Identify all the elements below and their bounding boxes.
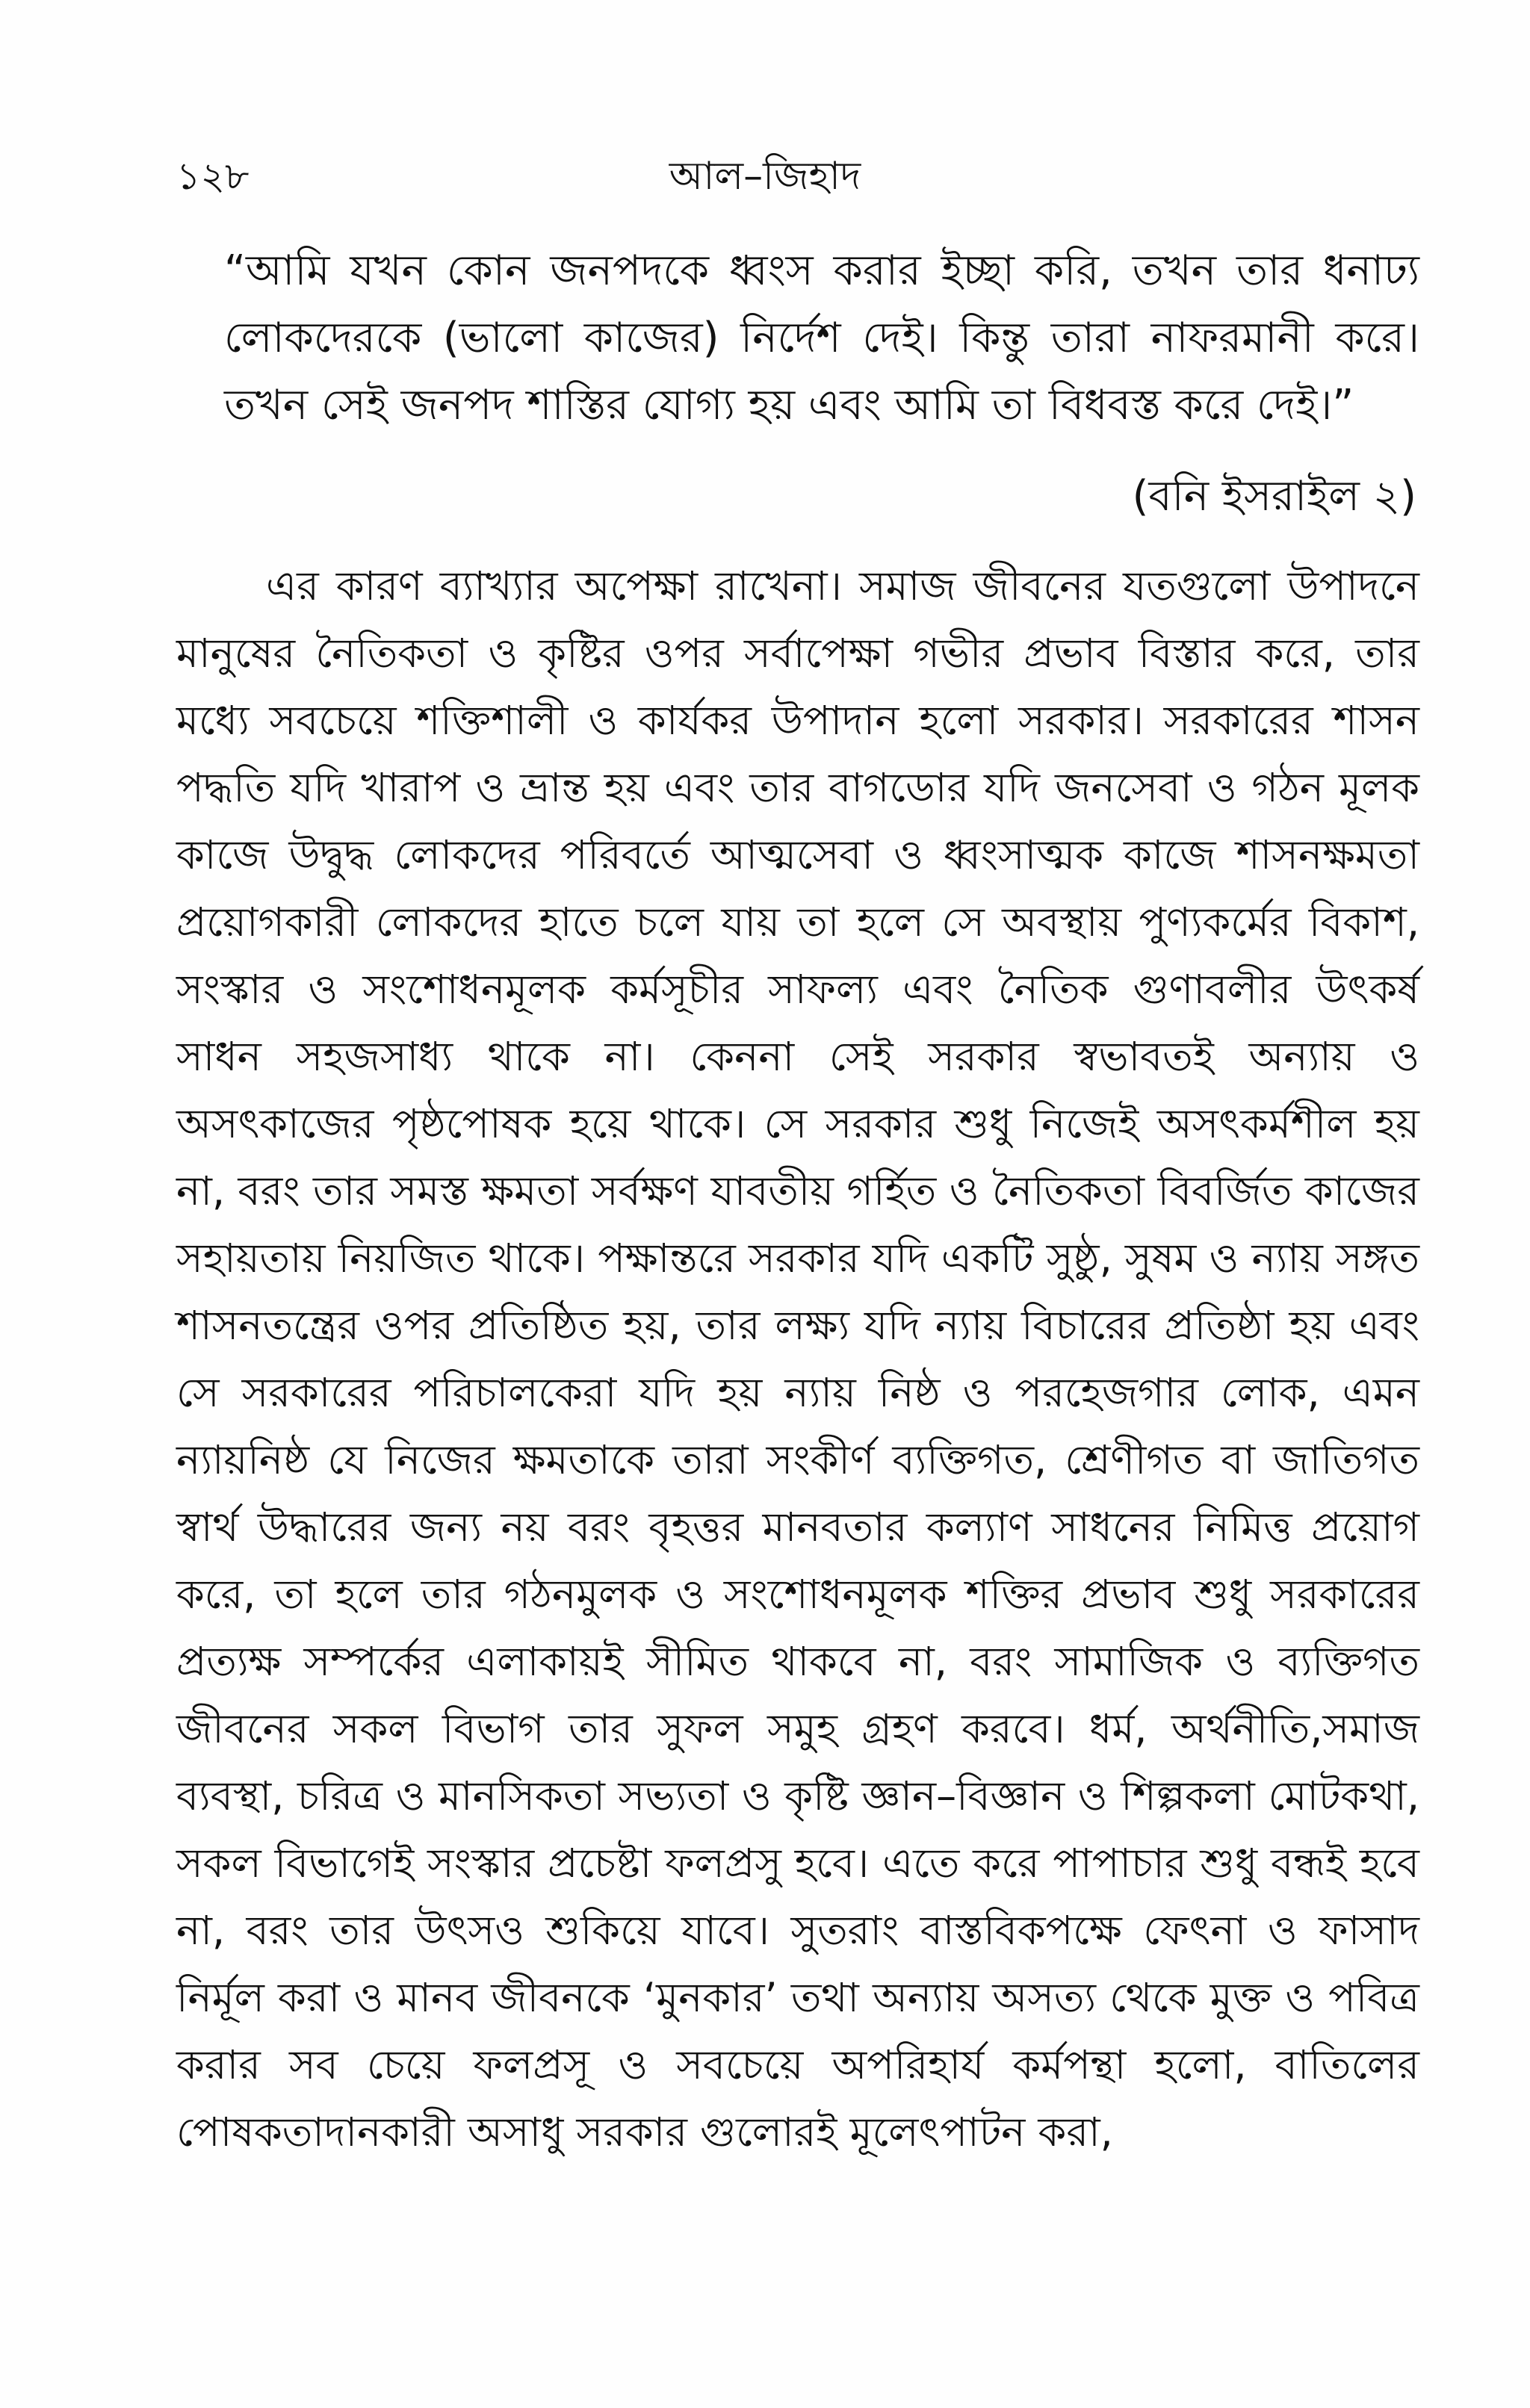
verse-citation: (বনি ইসরাইল ২) bbox=[1132, 472, 1416, 521]
running-title: আল–জিহাদ bbox=[669, 154, 861, 199]
page-number: ১২৮ bbox=[176, 155, 250, 198]
quoted-verse: “আমি যখন কোন জনপদকে ধ্বংস করার ইচ্ছা করি, তখন তার ধনাঢ্য লোকদেরকে (ভালো কাজের) নির্দেশ দেই। কিন্তু তারা নাফরমানী করে। তখন সেই জনপদ শাস্তির যোগ্য হয় এবং আমি তা বিধবস্ত করে দেই।” bbox=[224, 246, 1419, 429]
page-header bbox=[0, 146, 1530, 206]
body-paragraph: এর কারণ ব্যাখ্যার অপেক্ষা রাখেনা। সমাজ জীবনের যতগুলো উপাদনে মানুষের নৈতিকতা ও কৃষ্টির ওপর সর্বাপেক্ষা গভীর প্রভাব বিস্তার করে, তার মধ্যে সবচেয়ে শক্তিশালী ও কার্যকর উপাদান হলো সরকার। সরকারের শাসন পদ্ধতি যদি খারাপ ও ভ্রান্ত হয় এবং তার বাগডোর যদি জনসেবা ও গঠন মূলক কাজে উদ্বুদ্ধ লোকদের পরিবর্তে আত্মসেবা ও ধ্বংসাত্মক কাজে শাসনক্ষমতা প্রয়োগকারী লোকদের হাতে চলে যায় তা হলে সে অবস্থায় পুণ্যকর্মের বিকাশ, সংস্কার ও সংশোধনমূলক কর্মসূচীর সাফল্য এবং নৈতিক গুণাবলীর উৎকর্ষ সাধন সহজসাধ্য থাকে না। কেননা সেই সরকার স্বভাবতই অন্যায় ও অসৎকাজের পৃষ্ঠপোষক হয়ে থাকে। সে সরকার শুধু নিজেই অসৎকর্মশীল হয় না, বরং তার সমস্ত ক্ষমতা সর্বক্ষণ যাবতীয় গর্হিত ও নৈতিকতা বিবর্জিত কাজের সহায়তায় নিয়জিত থাকে। পক্ষান্তরে সরকার যদি একটি সুষ্ঠু, সুষম ও ন্যায় সঙ্গত শাসনতন্ত্রের ওপর প্রতিষ্ঠিত হয়, তার লক্ষ্য যদি ন্যায় বিচারের প্রতিষ্ঠা হয় এবং সে সরকারের পরিচালকেরা যদি হয় ন্যায় নিষ্ঠ ও পরহেজগার লোক, এমন ন্যায়নিষ্ঠ যে নিজের ক্ষমতাকে তারা সংকীর্ণ ব্যক্তিগত, শ্রেণীগত বা জাতিগত স্বার্থ উদ্ধারের জন্য নয় বরং বৃহত্তর মানবতার কল্যাণ সাধনের নিমিত্ত প্রয়োগ করে, তা হলে তার গঠনমুলক ও সংশোধনমূলক শক্তির প্রভাব শুধু সরকারের প্রত্যক্ষ সম্পর্কের এলাকায়ই সীমিত থাকবে না, বরং সামাজিক ও ব্যক্তিগত জীবনের সকল বিভাগ তার সুফল সমুহ গ্রহণ করবে। ধর্ম, অর্থনীতি,সমাজ ব্যবস্থা, চরিত্র ও মানসিকতা সভ্যতা ও কৃষ্টি জ্ঞান–বিজ্ঞান ও শিল্পকলা মোটকথা, সকল বিভাগেই সংস্কার প্রচেষ্টা ফলপ্রসু হবে। এতে করে পাপাচার শুধু বন্ধই হবে না, বরং তার উৎসও শুকিয়ে যাবে। সুতরাং বাস্তবিকপক্ষে ফেৎনা ও ফাসাদ নির্মূল করা ও মানব জীবনকে ‘মুনকার’ তথা অন্যায় অসত্য থেকে মুক্ত ও পবিত্র করার সব চেয়ে ফলপ্রসূ ও সবচেয়ে অপরিহার্য কর্মপন্থা হলো, বাতিলের পোষকতাদানকারী অসাধু সরকার গুলোরই মূলেৎপাটন করা, bbox=[176, 562, 1419, 2156]
